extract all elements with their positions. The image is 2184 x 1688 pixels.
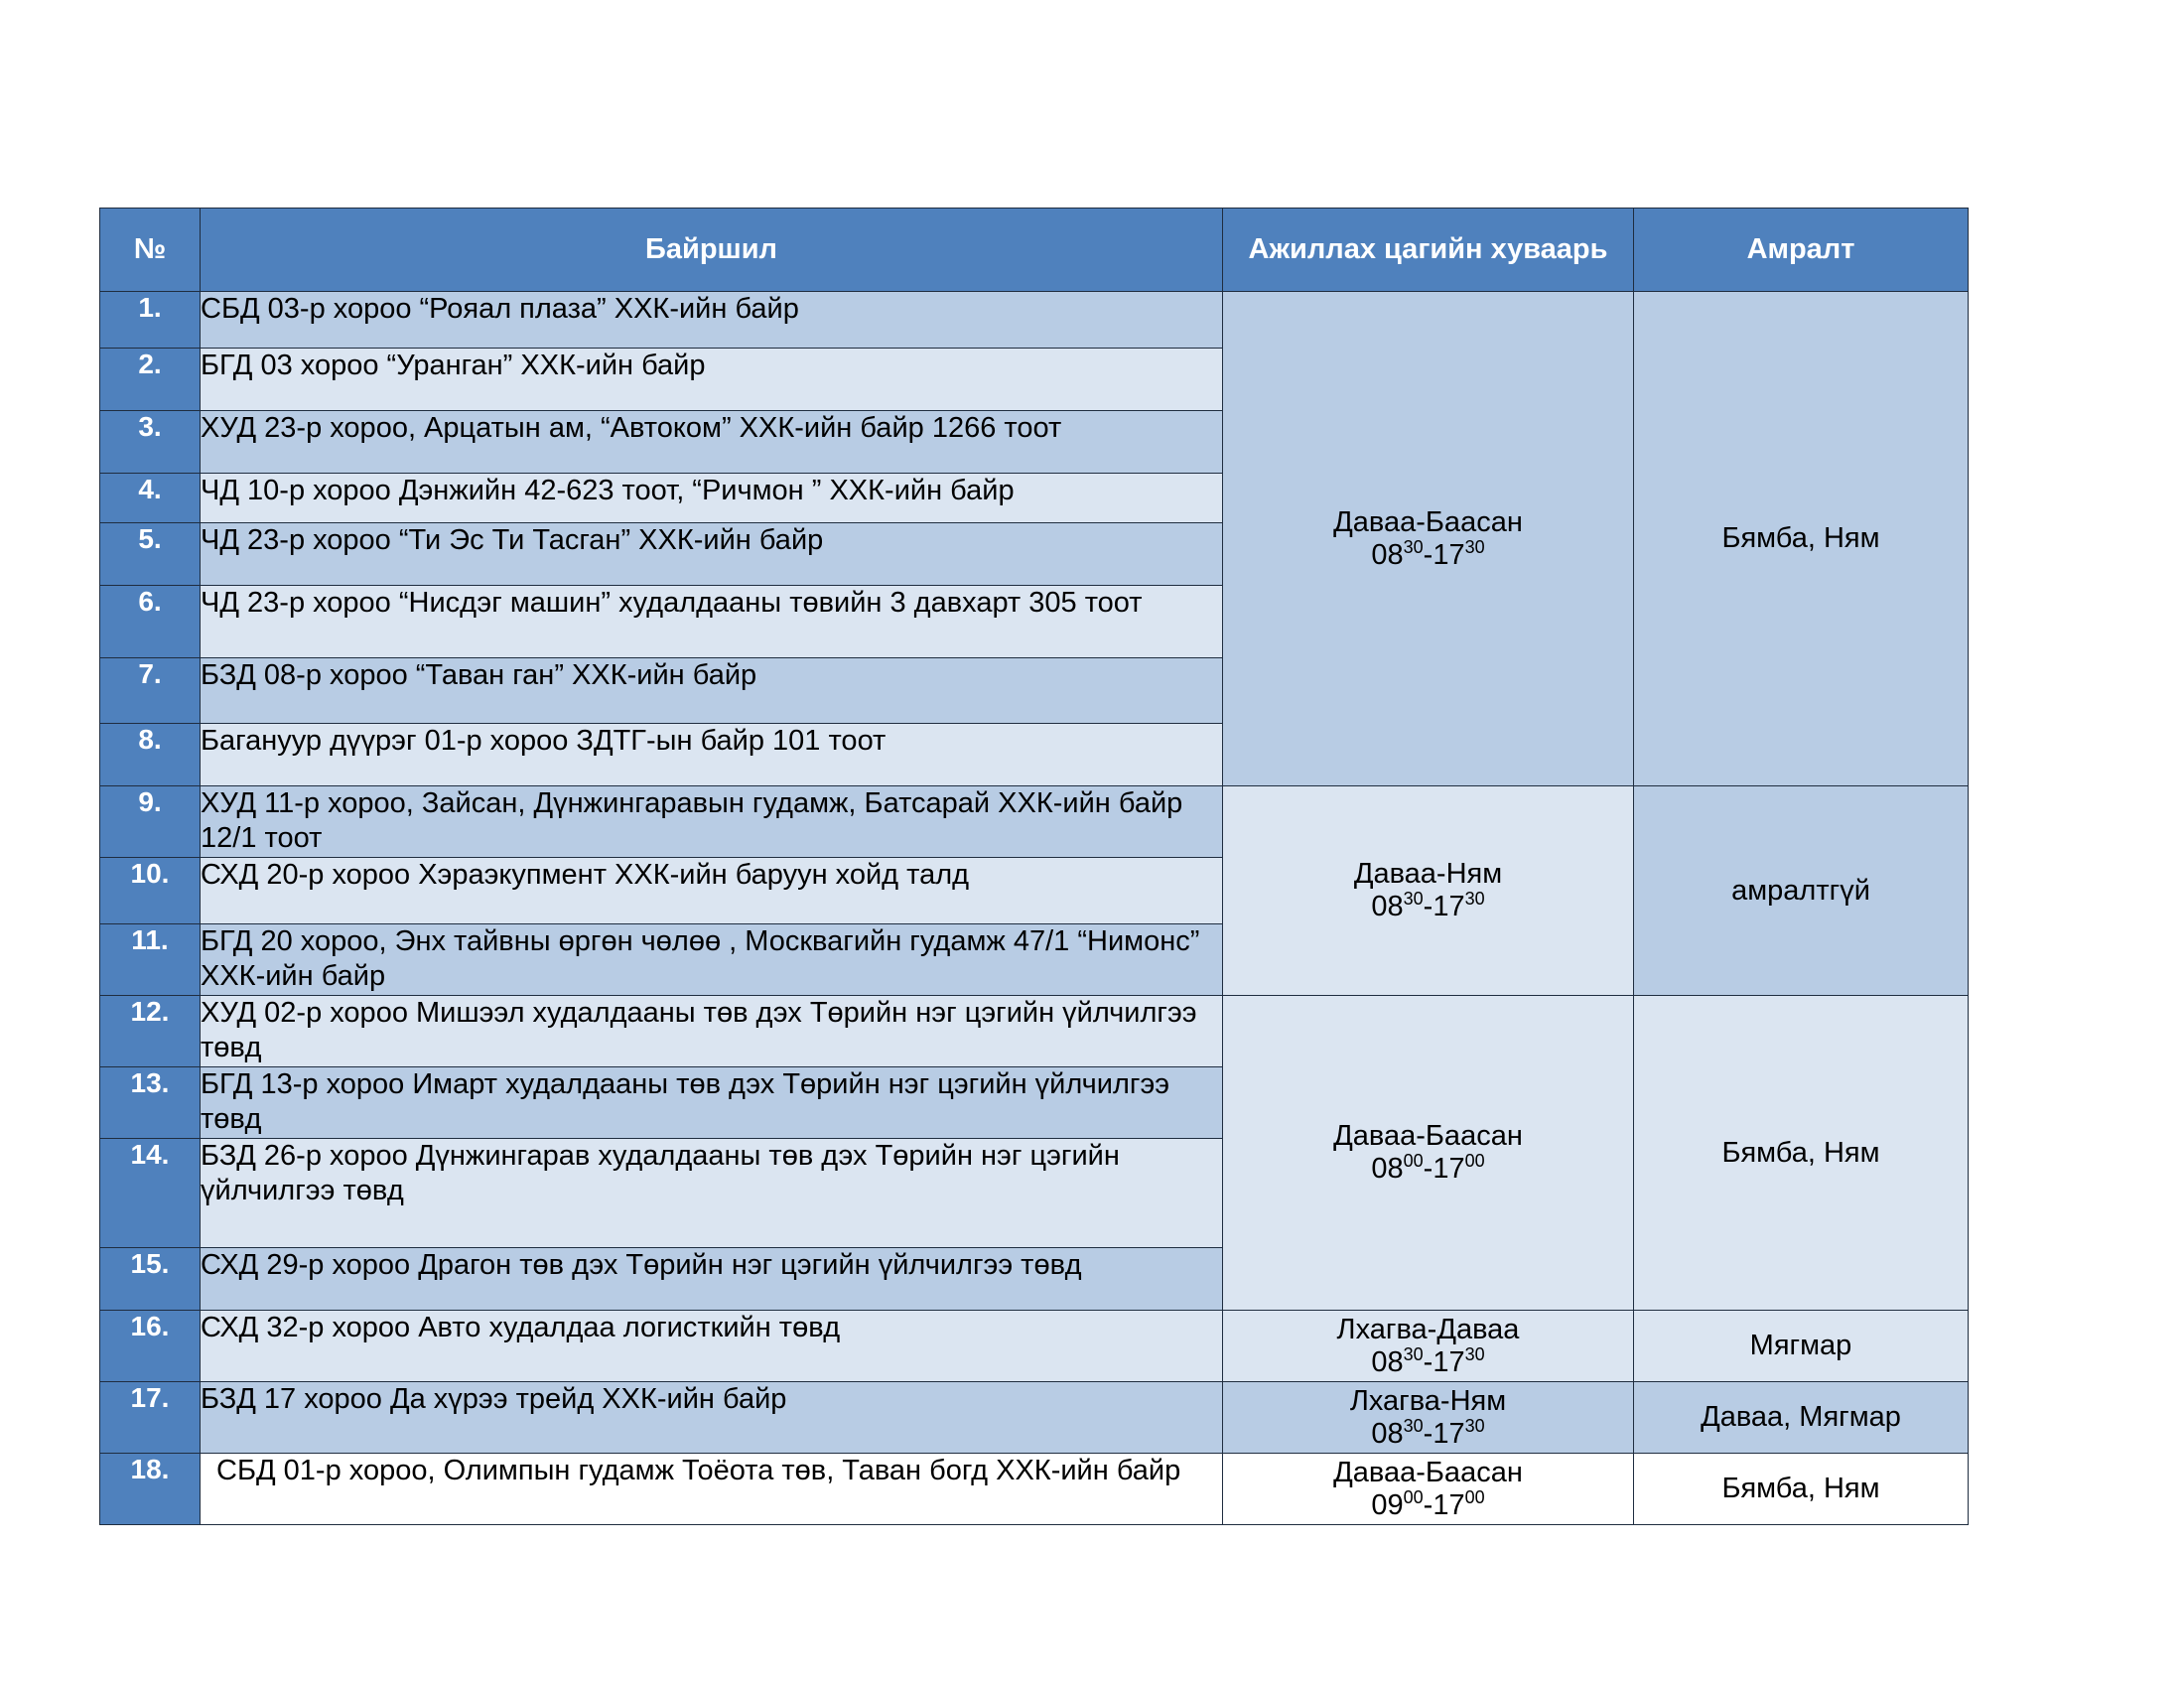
schedule-days: Лхагва-Ням	[1349, 1384, 1507, 1417]
row-number: 11.	[100, 924, 201, 996]
row-number: 16.	[100, 1311, 201, 1382]
row-location: Багануур дүүрэг 01-р хороо ЗДТГ-ын байр 101 тоот	[201, 724, 1223, 786]
row-number: 17.	[100, 1382, 201, 1454]
table-row	[100, 1311, 1969, 1382]
schedule-hours: $08^{30}-17^{30}$	[1371, 536, 1485, 571]
table-row	[100, 996, 1969, 1067]
header-location: Байршил	[201, 209, 1223, 292]
schedule-days: Лхагва-Даваа	[1336, 1313, 1520, 1345]
row-number: 5.	[100, 523, 201, 586]
row-location: ХУД 11-р хороо, Зайсан, Дүнжингаравын гудамж, Батсарай ХХК-ийн байр 12/1 тоот	[201, 786, 1223, 858]
schedule-table	[99, 208, 1969, 1525]
row-number: 15.	[100, 1248, 201, 1311]
row-location: БГД 03 хороо “Уранган” ХХК-ийн байр	[201, 349, 1223, 411]
rest-cell: амралтгүй	[1634, 786, 1969, 996]
rest-cell: Бямба, Ням	[1634, 996, 1969, 1311]
schedule-hours: $09^{00}-17^{00}$	[1371, 1486, 1485, 1521]
rest-cell: Даваа, Мягмар	[1634, 1382, 1969, 1454]
schedule-cell	[1223, 1382, 1634, 1454]
schedule-cell	[1223, 1311, 1634, 1382]
row-number: 10.	[100, 858, 201, 924]
row-location: БГД 13-р хороо Имарт худалдааны төв дэх Төрийн нэг цэгийн үйлчилгээ төвд	[201, 1067, 1223, 1139]
row-number: 3.	[100, 411, 201, 474]
schedule-days: Даваа-Баасан	[1333, 505, 1523, 538]
row-number: 13.	[100, 1067, 201, 1139]
row-location: ЧД 23-р хороо “Нисдэг машин” худалдааны төвийн 3 давхарт 305 тоот	[201, 586, 1223, 658]
row-number: 6.	[100, 586, 201, 658]
schedule-hours: $08^{30}-17^{30}$	[1371, 1415, 1485, 1450]
schedule-cell	[1223, 292, 1634, 786]
row-location: ХУД 02-р хороо Мишээл худалдааны төв дэх Төрийн нэг цэгийн үйлчилгээ төвд	[201, 996, 1223, 1067]
header-num: №	[100, 209, 201, 292]
schedule-days: Даваа-Баасан	[1333, 1120, 1523, 1152]
row-location: ЧД 23-р хороо “Ти Эс Ти Тасган” ХХК-ийн байр	[201, 523, 1223, 586]
schedule-hours: $08^{00}-17^{00}$	[1371, 1151, 1485, 1185]
row-location: СБД 01-р хороо, Олимпын гудамж Тоёота төв, Таван богд ХХК-ийн байр	[201, 1454, 1223, 1525]
rest-cell: Бямба, Ням	[1634, 292, 1969, 786]
row-location: СБД 03-р хороо “Рояал плаза” ХХК-ийн байр	[201, 292, 1223, 349]
row-number: 14.	[100, 1139, 201, 1248]
row-location: ХУД 23-р хороо, Арцатын ам, “Автоком” ХХК-ийн байр 1266 тоот	[201, 411, 1223, 474]
row-number: 8.	[100, 724, 201, 786]
schedule-hours: $08^{30}-17^{30}$	[1371, 889, 1485, 922]
rest-cell: Бямба, Ням	[1634, 1454, 1969, 1525]
table-row	[100, 1382, 1969, 1454]
row-number: 4.	[100, 474, 201, 523]
row-location: СХД 20-р хороо Хэраэкупмент ХХК-ийн баруун хойд талд	[201, 858, 1223, 924]
row-location: СХД 32-р хороо Авто худалдаа логисткийн төвд	[201, 1311, 1223, 1382]
schedule-cell	[1223, 996, 1634, 1311]
row-location: ЧД 10-р хороо Дэнжийн 42-623 тоот, “Ричмон ” ХХК-ийн байр	[201, 474, 1223, 523]
header-schedule: Ажиллах цагийн хуваарь	[1223, 209, 1634, 292]
row-location: БГД 20 хороо, Энх тайвны өргөн чөлөө , Москвагийн гудамж 47/1 “Нимонс” ХХК-ийн байр	[201, 924, 1223, 996]
schedule-cell	[1223, 1454, 1634, 1525]
row-number: 18.	[100, 1454, 201, 1525]
row-number: 9.	[100, 786, 201, 858]
schedule-hours: $08^{30}-17^{30}$	[1371, 1343, 1485, 1378]
row-location: СХД 29-р хороо Драгон төв дэх Төрийн нэг цэгийн үйлчилгээ төвд	[201, 1248, 1223, 1311]
table-row	[100, 292, 1969, 349]
schedule-days: Даваа-Ням	[1353, 858, 1503, 890]
row-location: БЗД 08-р хороо “Таван ган” ХХК-ийн байр	[201, 658, 1223, 724]
schedule-cell	[1223, 786, 1634, 996]
rest-cell: Мягмар	[1634, 1311, 1969, 1382]
row-number: 12.	[100, 996, 201, 1067]
row-location: БЗД 26-р хороо Дүнжингарав худалдааны төв дэх Төрийн нэг цэгийн үйлчилгээ төвд	[201, 1139, 1223, 1248]
table-row	[100, 786, 1969, 858]
row-location: БЗД 17 хороо Да хүрээ трейд ХХК-ийн байр	[201, 1382, 1223, 1454]
schedule-days: Даваа-Баасан	[1333, 1456, 1523, 1488]
table-row	[100, 1454, 1969, 1525]
row-number: 2.	[100, 349, 201, 411]
row-number: 7.	[100, 658, 201, 724]
header-row	[100, 209, 1969, 292]
header-rest: Амралт	[1634, 209, 1969, 292]
row-number: 1.	[100, 292, 201, 349]
